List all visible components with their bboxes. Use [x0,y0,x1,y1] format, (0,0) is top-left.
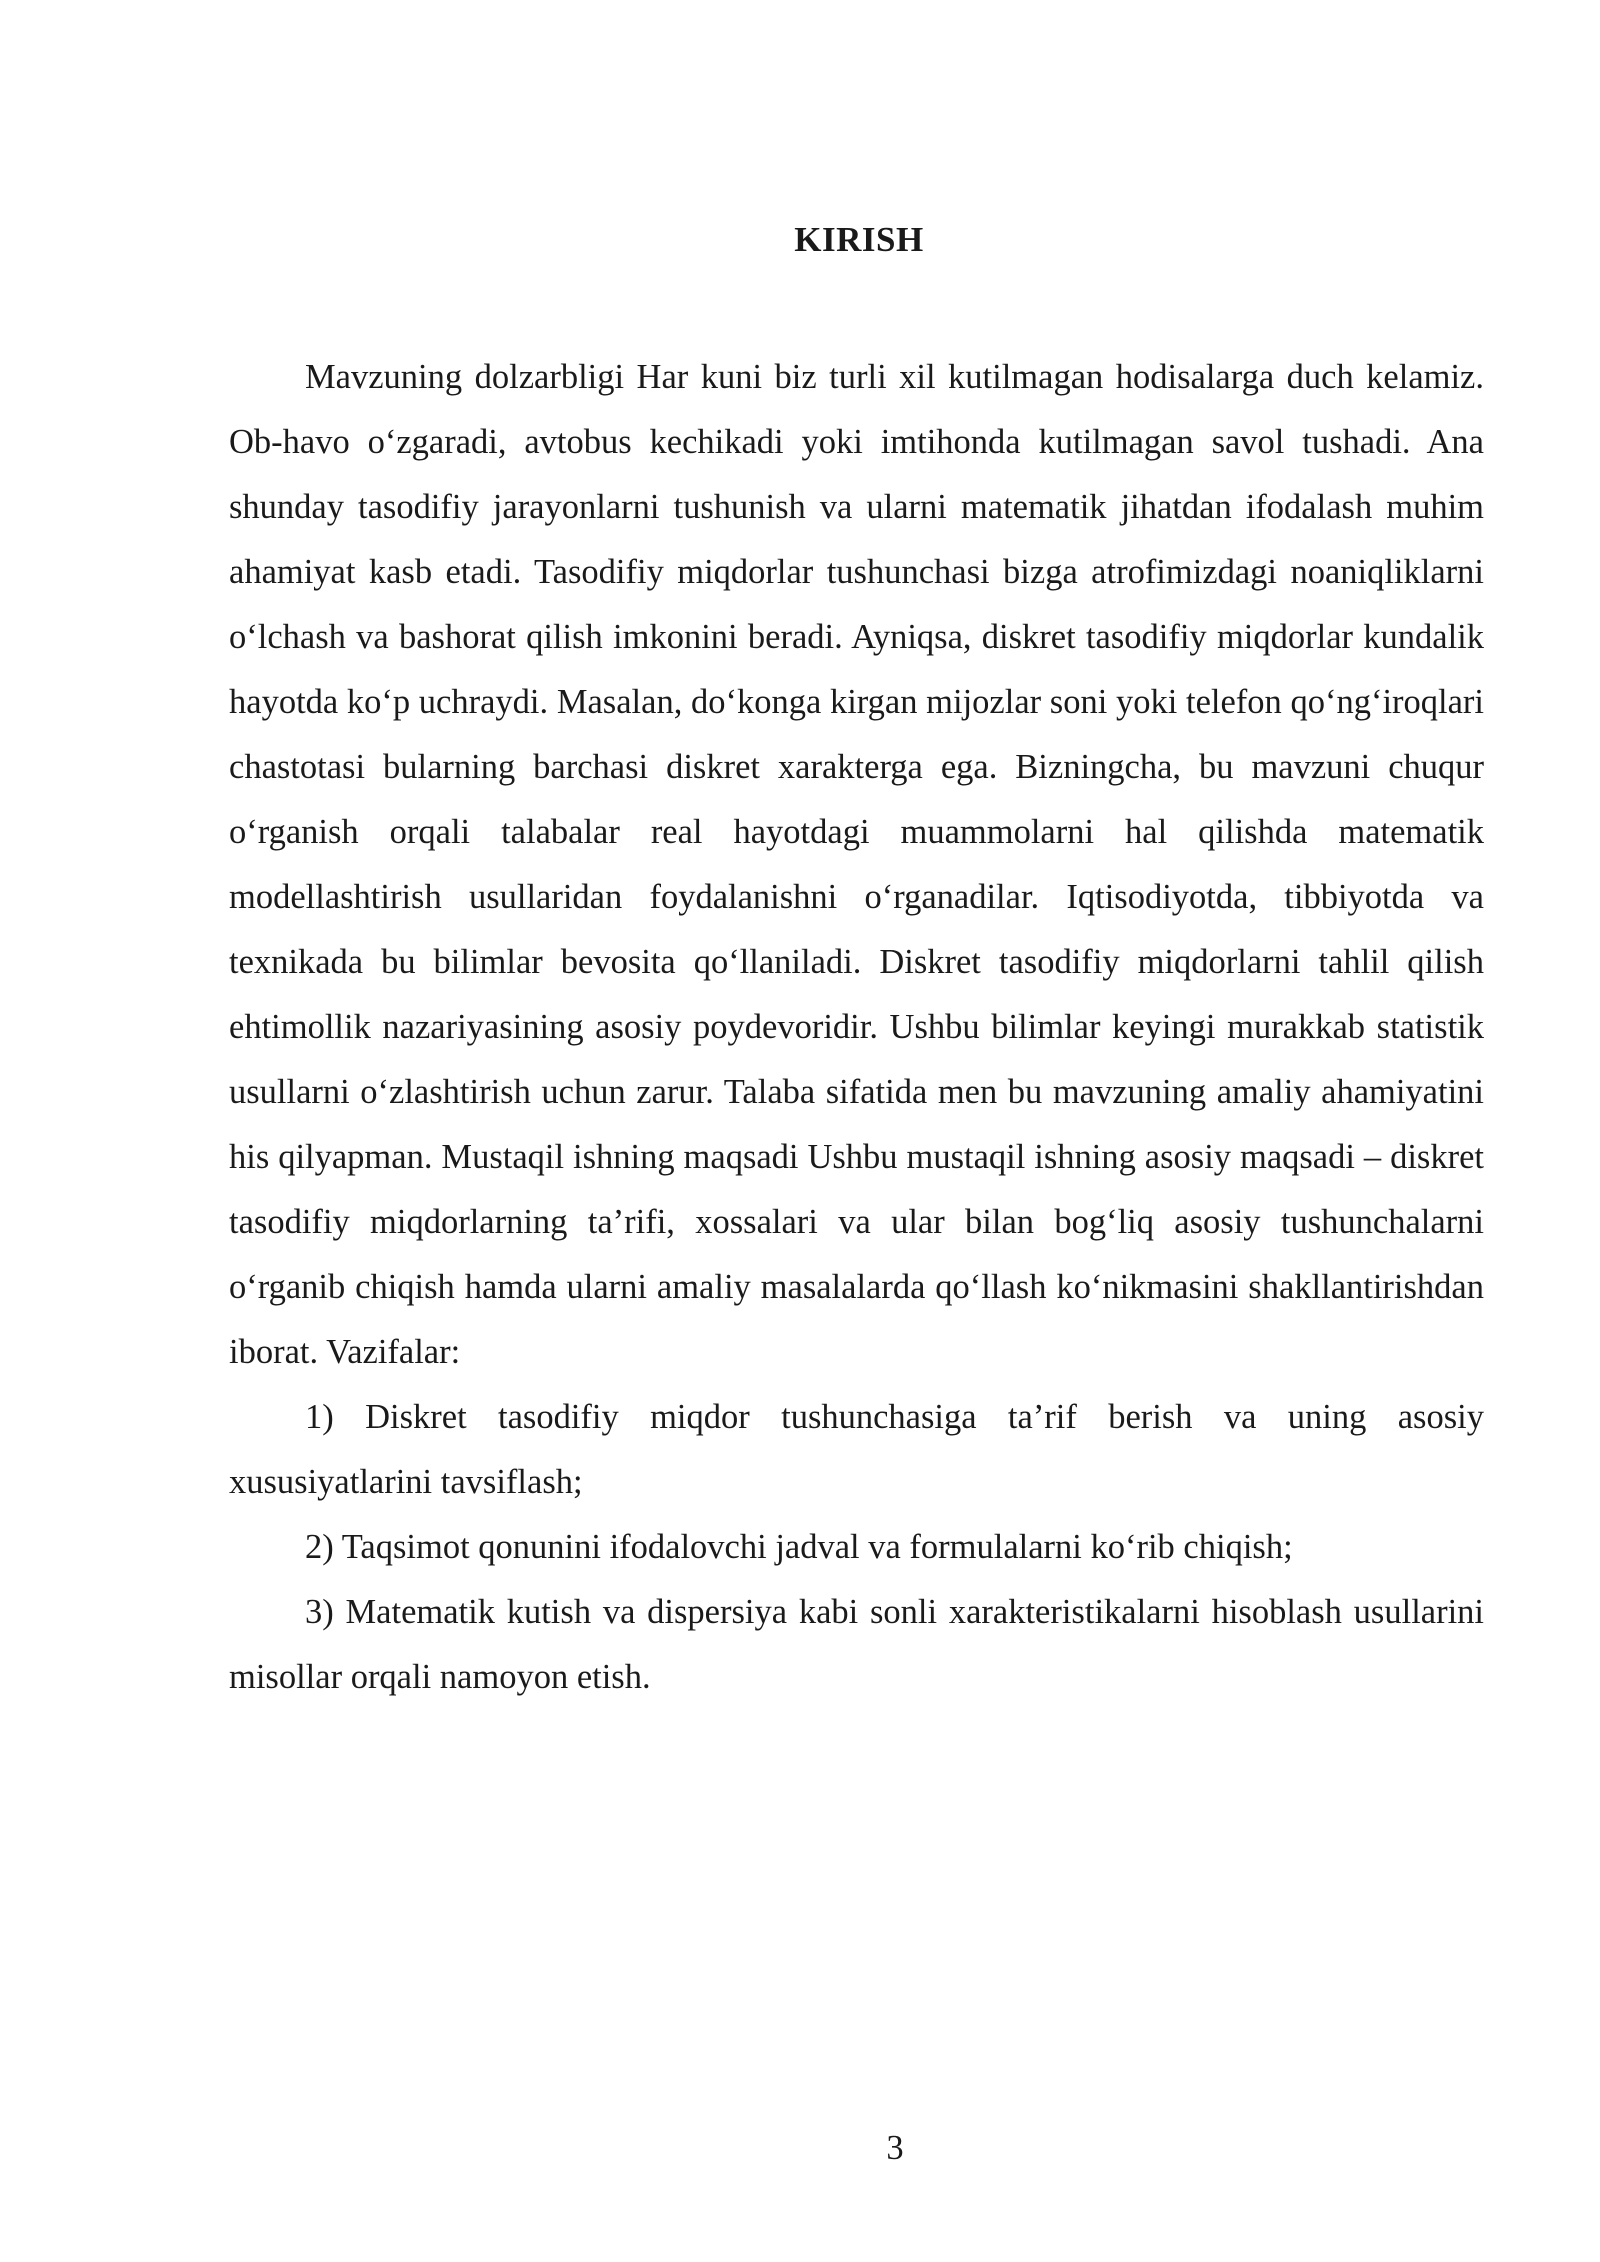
page-number: 3 [886,2129,904,2167]
intro-paragraph: Mavzuning dolzarbligi Har kuni biz turli xil kutilmagan hodisalarga duch kelamiz. Ob-havo o‘zgaradi, avtobus kechikadi yoki imtihonda kutilmagan savol tushadi. Ana shunday tasodifiy jarayonlarni tushunish va ularni matematik jihatdan ifodalash muhim ahamiyat kasb etadi. Tasodifiy miqdorlar tushunchasi bizga atrofimizdagi noaniqliklarni o‘lchash va bashorat qilish imkonini beradi. Ayniqsa, diskret tasodifiy miqdorlar kundalik hayotda ko‘p uchraydi. Masalan, do‘konga kirgan mijozlar soni yoki telefon qo‘ng‘iroqlari chastotasi bularning barchasi diskret xarakterga ega. Bizningcha, bu mavzuni chuqur o‘rganish orqali talabalar real hayotdagi muammolarni hal qilishda matematik modellashtirish usullaridan foydalanishni o‘rganadilar. Iqtisodiyotda, tibbiyotda va texnikada bu bilimlar bevosita qo‘llaniladi. Diskret tasodifiy miqdorlarni tahlil qilish ehtimollik nazariyasining asosiy poydevoridir. Ushbu bilimlar keyingi murakkab statistik usullarni o‘zlashtirish uchun zarur. Talaba sifatida men bu mavzuning amaliy ahamiyatini his qilyapman. Mustaqil ishning maqsadi Ushbu mustaqil ishning asosiy maqsadi – diskret tasodifiy miqdorlarning ta’rifi, xossalari va ular bilan bog‘liq asosiy tushunchalarni o‘rganib chiqish hamda ularni amaliy masalalarda qo‘llash ko‘nikmasini shakllantirishdan iborat. Vazifalar: [229,358,1484,1371]
task-item-2: 2) Taqsimot qonunini ifodalovchi jadval va formulalarni ko‘rib chiqish; [305,1528,1293,1566]
page-title: KIRISH [794,220,924,259]
task-item-3: 3) Matematik kutish va dispersiya kabi sonli xarakteristikalarni hisoblash usullarini misollar orqali namoyon etish. [229,1593,1484,1696]
task-item-1: 1) Diskret tasodifiy miqdor tushunchasiga ta’rif berish va uning asosiy xususiyatlarini tavsiflash; [229,1398,1484,1501]
document-body [229,345,1484,1710]
